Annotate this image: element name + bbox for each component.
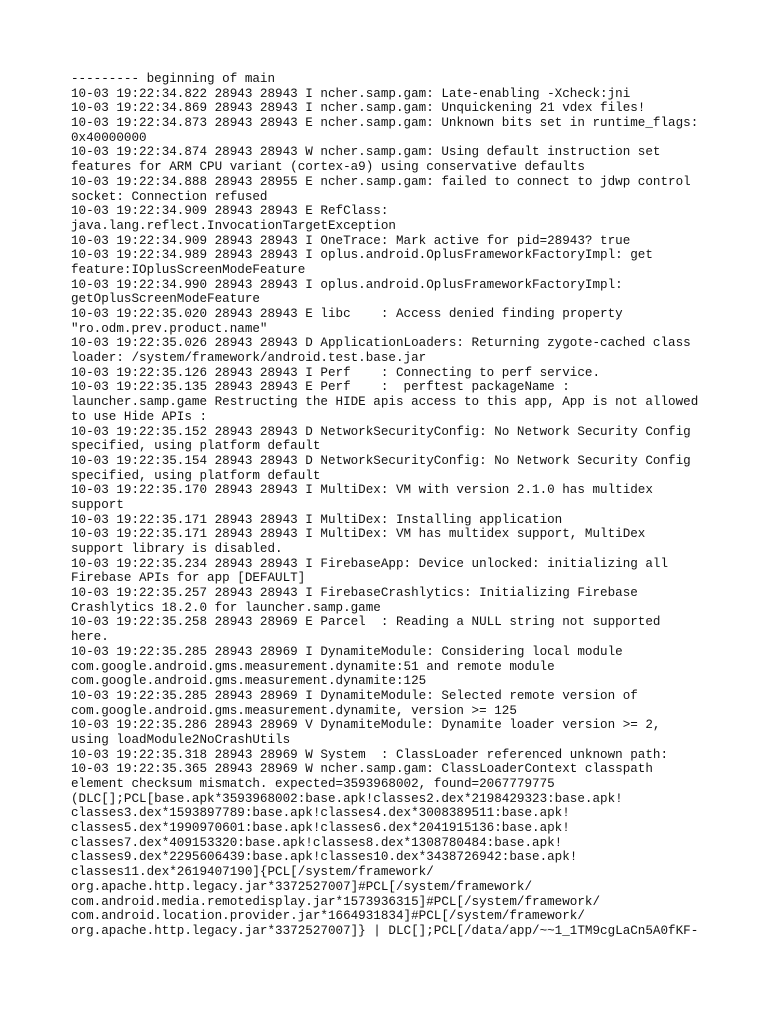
log-line: socket: Connection refused [71, 189, 268, 204]
log-line: 10-03 19:22:35.154 28943 28943 D NetworkSecurityConfig: No Network Security Config [71, 453, 691, 468]
log-line: 10-03 19:22:35.234 28943 28943 I FirebaseApp: Device unlocked: initializing all [71, 556, 669, 571]
log-line: loader: /system/framework/android.test.base.jar [71, 351, 427, 366]
log-line: 10-03 19:22:35.285 28943 28969 I DynamiteModule: Considering local module [71, 644, 623, 659]
log-line: 10-03 19:22:35.318 28943 28969 W System : ClassLoader referenced unknown path: [71, 747, 669, 762]
log-line: Firebase APIs for app [DEFAULT] [71, 571, 306, 586]
log-line: java.lang.reflect.InvocationTargetException [71, 218, 396, 233]
log-line: 10-03 19:22:34.873 28943 28943 E ncher.samp.gam: Unknown bits set in runtime_flags: [71, 116, 699, 131]
log-line: "ro.odm.prev.product.name" [71, 321, 268, 336]
log-line: com.google.android.gms.measurement.dynamite, version >= 125 [71, 703, 517, 718]
log-line: 0x40000000 [71, 130, 147, 145]
log-line: com.android.media.remotedisplay.jar*1573936315]#PCL[/system/framework/ [71, 894, 601, 909]
log-line: 10-03 19:22:34.869 28943 28943 I ncher.samp.gam: Unquickening 21 vdex files! [71, 101, 646, 116]
log-line: com.android.location.provider.jar*1664931834]#PCL[/system/framework/ [71, 909, 585, 924]
log-line: classes3.dex*1593897789:base.apk!classes4.dex*3008389511:base.apk! [71, 806, 570, 821]
log-line: 10-03 19:22:35.285 28943 28969 I DynamiteModule: Selected remote version of [71, 688, 638, 703]
log-line: (DLC[];PCL[base.apk*3593968002:base.apk!classes2.dex*2198429323:base.apk! [71, 791, 623, 806]
log-line: classes11.dex*2619407190]{PCL[/system/framework/ [71, 865, 434, 880]
log-line: 10-03 19:22:35.126 28943 28943 I Perf : Connecting to perf service. [71, 365, 601, 380]
log-line: 10-03 19:22:34.909 28943 28943 E RefClass: [71, 204, 389, 219]
log-line: launcher.samp.game Restructing the HIDE apis access to this app, App is not allowed [71, 395, 699, 410]
log-line: 10-03 19:22:35.171 28943 28943 I MultiDex: VM has multidex support, MultiDex [71, 527, 646, 542]
log-line: element checksum mismatch. expected=3593968002, found=2067779775 [71, 777, 555, 791]
log-line: com.google.android.gms.measurement.dynamite:125 [71, 674, 427, 689]
log-line: 10-03 19:22:34.822 28943 28943 I ncher.samp.gam: Late-enabling -Xcheck:jni [71, 86, 631, 101]
log-line: org.apache.http.legacy.jar*3372527007]#PCL[/system/framework/ [71, 879, 533, 894]
log-line: 10-03 19:22:35.365 28943 28969 W ncher.samp.gam: ClassLoaderContext classpath [71, 762, 653, 777]
log-line: 10-03 19:22:34.888 28943 28955 E ncher.samp.gam: failed to connect to jdwp control [71, 174, 691, 189]
log-page [71, 72, 711, 939]
log-line: 10-03 19:22:34.874 28943 28943 W ncher.samp.gam: Using default instruction set [71, 145, 661, 160]
log-line: Crashlytics 18.2.0 for launcher.samp.game [71, 600, 381, 615]
log-line: org.apache.http.legacy.jar*3372527007]} | DLC[];PCL[/data/app/~~1_1TM9cgLaCn5A0fKF- [71, 923, 699, 938]
log-line: 10-03 19:22:34.990 28943 28943 I oplus.android.OplusFrameworkFactoryImpl: [71, 277, 623, 292]
log-line: 10-03 19:22:35.171 28943 28943 I MultiDex: Installing application [71, 512, 563, 527]
log-line: to use Hide APIs : [71, 409, 208, 424]
log-line: specified, using platform default [71, 439, 321, 454]
log-line: support library is disabled. [71, 542, 283, 556]
log-line: using loadModule2NoCrashUtils [71, 732, 291, 747]
log-line: 10-03 19:22:35.135 28943 28943 E Perf : perftest packageName : [71, 380, 570, 395]
log-line: here. [71, 630, 109, 645]
log-line: feature:IOplusScreenModeFeature [71, 262, 306, 277]
log-line: classes9.dex*2295606439:base.apk!classes10.dex*3438726942:base.apk! [71, 850, 578, 865]
log-line: getOplusScreenModeFeature [71, 292, 260, 307]
log-line: com.google.android.gms.measurement.dynamite:51 and remote module [71, 659, 555, 674]
log-line: 10-03 19:22:35.257 28943 28943 I FirebaseCrashlytics: Initializing Firebase [71, 586, 638, 601]
log-line: features for ARM CPU variant (cortex-a9) using conservative defaults [71, 160, 585, 175]
log-line: 10-03 19:22:34.989 28943 28943 I oplus.android.OplusFrameworkFactoryImpl: get [71, 248, 653, 263]
log-line: 10-03 19:22:35.286 28943 28969 V DynamiteModule: Dynamite loader version >= 2, [71, 718, 661, 733]
log-line: 10-03 19:22:35.020 28943 28943 E libc : Access denied finding property [71, 307, 623, 321]
log-line: 10-03 19:22:35.170 28943 28943 I MultiDex: VM with version 2.1.0 has multidex [71, 483, 653, 498]
log-line: 10-03 19:22:35.026 28943 28943 D ApplicationLoaders: Returning zygote-cached class [71, 336, 691, 351]
log-line: 10-03 19:22:35.152 28943 28943 D NetworkSecurityConfig: No Network Security Config [71, 424, 691, 439]
log-line: classes5.dex*1990970601:base.apk!classes6.dex*2041915136:base.apk! [71, 821, 570, 836]
log-line: 10-03 19:22:34.909 28943 28943 I OneTrace: Mark active for pid=28943? true [71, 233, 631, 248]
log-line: 10-03 19:22:35.258 28943 28969 E Parcel : Reading a NULL string not supported [71, 615, 661, 630]
log-line: --------- beginning of main [71, 72, 276, 86]
log-line: classes7.dex*409153320:base.apk!classes8.dex*1308780484:base.apk! [71, 835, 563, 850]
log-line: support [71, 497, 124, 512]
log-line: specified, using platform default [71, 468, 321, 483]
